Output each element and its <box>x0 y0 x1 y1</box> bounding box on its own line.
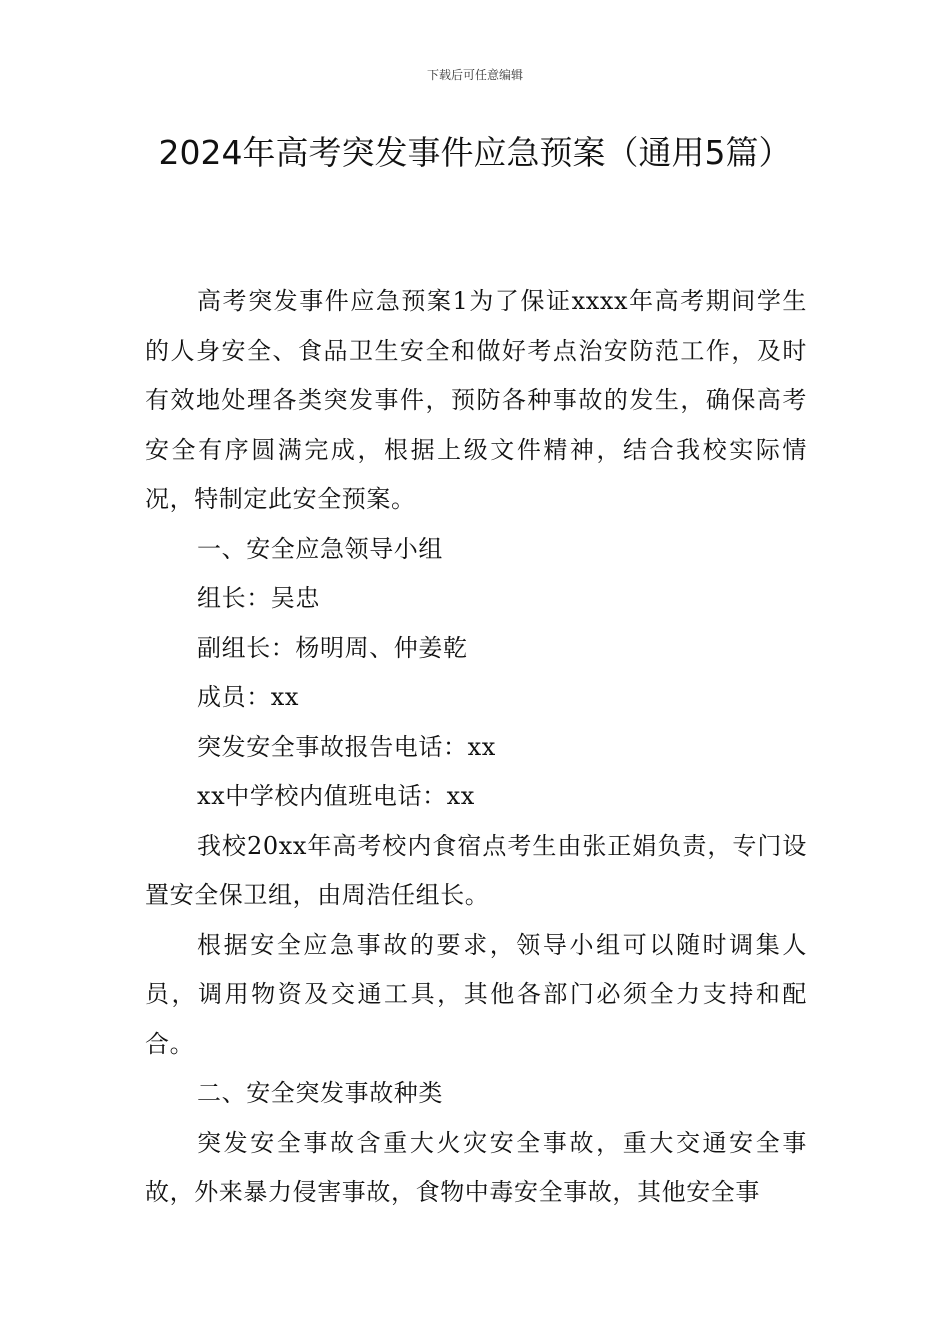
paragraph-emergency-requirements: 根据安全应急事故的要求，领导小组可以随时调集人员，调用物资及交通工具，其他各部门必须全力支持和配合。 <box>145 930 807 1058</box>
paragraph-deputy-leaders: 副组长：杨明周、仲姜乾 <box>197 633 468 662</box>
paragraph-members: 成员：xx <box>197 683 300 711</box>
document-title: 2024年高考突发事件应急预案（通用5篇） <box>158 133 792 172</box>
paragraph-accident-types: 突发安全事故含重大火灾安全事故，重大交通安全事故，外来暴力侵害事故，食物中毒安全事故，其他安全事 <box>145 1128 807 1206</box>
paragraph-intro: 高考突发事件应急预案1为了保证xxxx年高考期间学生的人身安全、食品卫生安全和做好考点治安防范工作，及时有效地处理各类突发事件，预防各种事故的发生，确保高考安全有序圆满完成，根据上级文件精神，结合我校实际情况，特制定此安全预案。 <box>145 287 807 513</box>
paragraph-security-group: 我校20xx年高考校内食宿点考生由张正娟负责，专门设置安全保卫组，由周浩任组长。 <box>145 831 807 909</box>
header-note: 下载后可任意编辑 <box>426 68 523 82</box>
section-heading-1: 一、安全应急领导小组 <box>197 534 443 563</box>
paragraph-report-phone: 突发安全事故报告电话：xx <box>197 732 496 761</box>
document-body <box>145 277 807 1218</box>
section-heading-2: 二、安全突发事故种类 <box>197 1079 443 1107</box>
paragraph-leader: 组长：吴忠 <box>197 584 320 612</box>
paragraph-duty-phone: xx中学校内值班电话：xx <box>197 782 475 810</box>
